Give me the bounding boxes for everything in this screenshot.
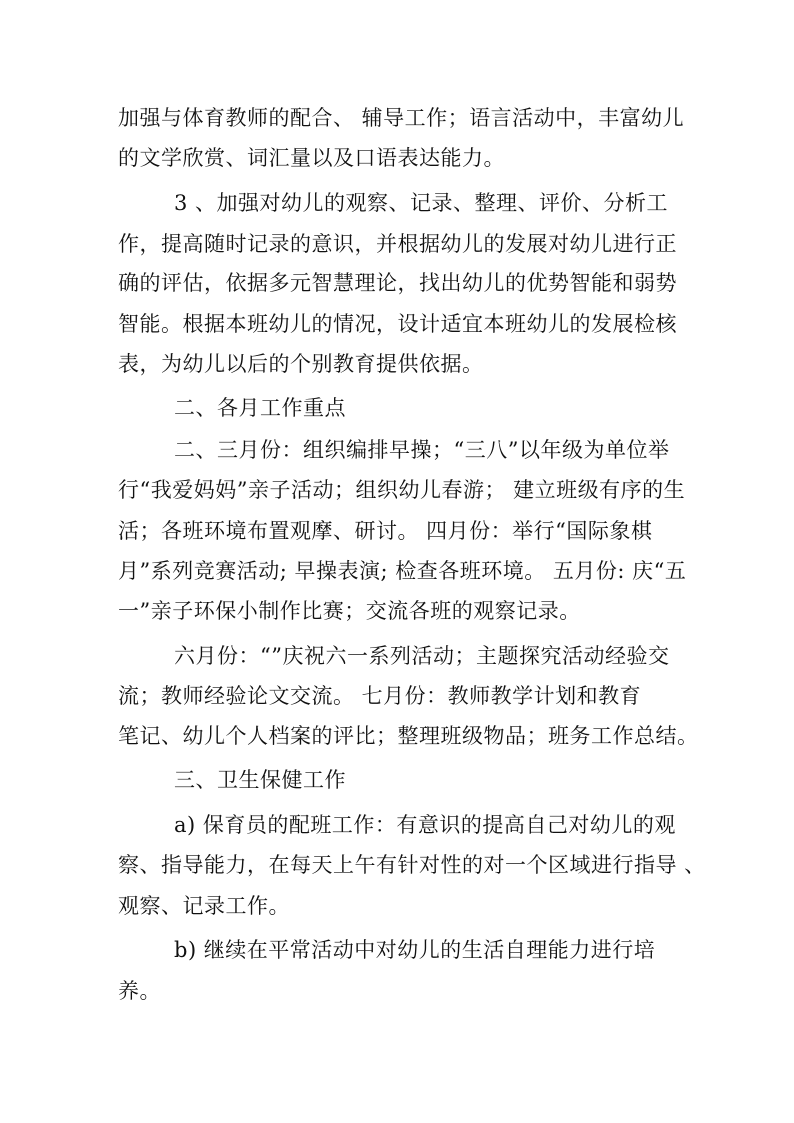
text-line: 表，为幼儿以后的个别教育提供依据。 xyxy=(118,352,484,376)
text-line: 养。 xyxy=(118,979,161,1003)
text-line: 一”亲子环保小制作比赛；交流各班的观察记录。 xyxy=(118,599,581,623)
text-line: 作，提高随时记录的意识，并根据幼儿的发展对幼儿进行正 xyxy=(118,232,677,256)
text-line: 流；教师经验论文交流。 七月份：教师教学计划和教育 xyxy=(118,684,642,708)
text-line: 行“我爱妈妈”亲子活动；组织幼儿春游； 建立班级有序的生 xyxy=(118,478,686,502)
text-line: 察、指导能力，在每天上午有针对性的对一个区域进行指导 、 xyxy=(118,853,706,877)
text-line: 加强与体育教师的配合、 辅导工作；语言活动中，丰富幼儿 xyxy=(118,106,685,130)
text-line: a) 保育员的配班工作：有意识的提高自己对幼儿的观 xyxy=(174,813,676,837)
text-line: 二、三月份：组织编排早操；“三八”以年级为单位举 xyxy=(174,438,670,462)
text-line: 确的评估，依据多元智慧理论，找出幼儿的优势智能和弱势 xyxy=(118,271,677,295)
text-line: 六月份：“”庆祝六一系列活动；主题探究活动经验交 xyxy=(174,644,670,668)
section-heading: 二、各月工作重点 xyxy=(174,396,346,420)
text-line: 3 、加强对幼儿的观察、记录、整理、评价、分析工 xyxy=(174,191,669,215)
text-line: 月”系列竞赛活动; 早操表演; 检查各班环境。 五月份: 庆“五 xyxy=(118,559,687,583)
text-line: 的文学欣赏、词汇量以及口语表达能力。 xyxy=(118,146,505,170)
text-line: 活；各班环境布置观摩、研讨。 四月份：举行“国际象棋 xyxy=(118,519,653,543)
text-line: 观察、记录工作。 xyxy=(118,894,290,918)
section-heading: 三、卫生保健工作 xyxy=(174,768,346,792)
text-line: 智能。根据本班幼儿的情况，设计适宜本班幼儿的发展检核 xyxy=(118,312,677,336)
text-line: 笔记、幼儿个人档案的评比；整理班级物品；班务工作总结。 xyxy=(118,724,699,748)
text-line: b) 继续在平常活动中对幼儿的生活自理能力进行培 xyxy=(174,938,656,962)
